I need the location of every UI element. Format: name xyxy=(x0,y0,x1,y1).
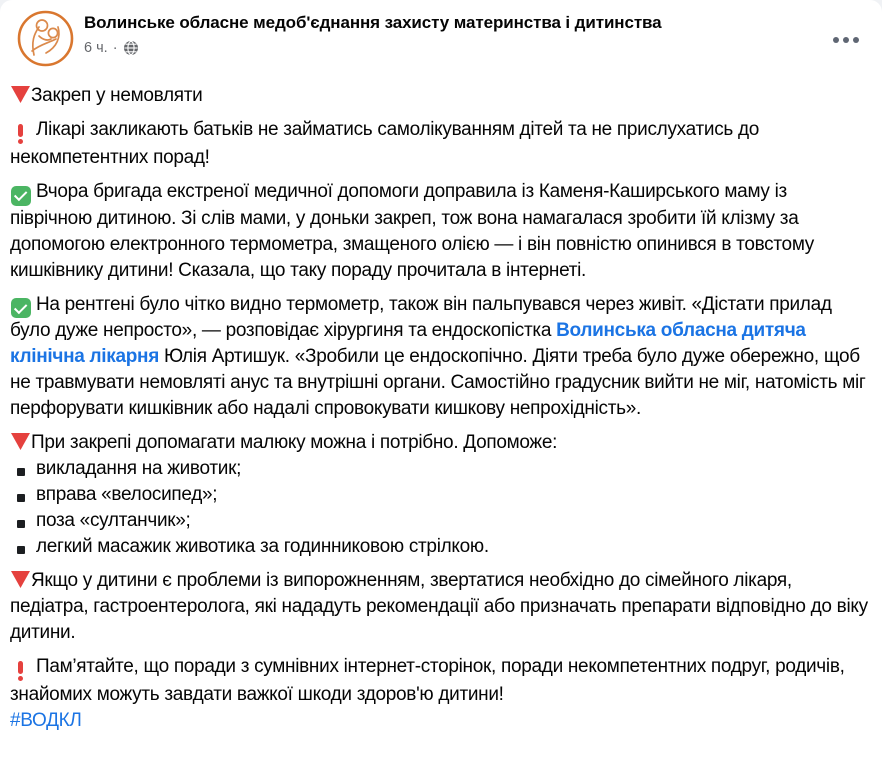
post-meta xyxy=(84,39,662,56)
post-text-segment: вправа «велосипед»; xyxy=(31,484,218,505)
page-avatar[interactable] xyxy=(17,10,74,67)
hashtag-link[interactable]: #ВОДКЛ xyxy=(10,710,82,731)
globe-icon xyxy=(123,40,139,56)
red-exclamation-emoji xyxy=(10,124,31,145)
black-square-bullet xyxy=(10,468,31,478)
post-text-segment: викладання на животик; xyxy=(31,458,242,479)
post-text-segment: При закрепі допомагати малюку можна і потрібно. Допоможе: xyxy=(31,432,558,453)
black-square-bullet xyxy=(10,546,31,556)
post-paragraph xyxy=(10,83,872,109)
post-paragraph xyxy=(10,654,872,734)
post-menu-button[interactable] xyxy=(826,25,866,55)
black-square-bullet xyxy=(10,520,31,530)
page-name[interactable]: Волинське обласне медоб'єднання захисту материнства і дитинства xyxy=(84,13,662,32)
post-text-segment: Якщо у дитини є проблеми із випорожненням, звертатися необхідно до сімейного лікаря, педіатра, гастроентеролога, які нададуть рекомендації або призначать препарати відповідно до віку дитини. xyxy=(10,570,873,643)
red-triangle-emoji xyxy=(10,433,31,451)
black-square-bullet xyxy=(10,494,31,504)
post-text-segment: Закреп у немовляти xyxy=(31,85,203,106)
page-mention-link[interactable]: Волинська обласна дитяча клінічна лікарня xyxy=(10,320,811,367)
post-text-segment: На рентгені було чітко видно термометр, також він пальпувався через живіт. «Дістати прилад було дуже непросто», — розповідає хірургиня та ендоскопістка xyxy=(10,293,837,341)
post-paragraph xyxy=(10,179,872,284)
post-text-segment: Вчора бригада екстреної медичної допомоги доправила із Каменя-Каширського маму із піврічною дитиною. Зі слів мами, у доньки закреп, тож вона намагалася зробити їй клізму за допомогою електронного термометра, змащеного олією — і він повністю опинився в товстому кишківнику дитини! Сказала, що таку пораду прочитала в інтернеті. xyxy=(10,181,819,281)
red-triangle-emoji xyxy=(10,571,31,589)
red-triangle-emoji xyxy=(10,86,31,104)
green-check-emoji xyxy=(10,186,31,206)
post-text-segment: Пам’ятайте, що поради з сумнівних інтернет-сторінок, поради некомпетентних подруг, родичів, знайомих можуть завдати важкої шкоди здоров'ю дитини! xyxy=(10,656,850,705)
meta-separator: · xyxy=(112,39,118,56)
ellipsis-icon xyxy=(833,37,859,43)
green-check-emoji xyxy=(10,298,31,318)
post-paragraph xyxy=(10,568,872,646)
post-paragraph xyxy=(10,117,872,171)
red-exclamation-emoji xyxy=(10,661,31,682)
post-paragraph xyxy=(10,430,872,560)
post-text-segment: поза «султанчик»; xyxy=(31,510,191,531)
post-text-segment: легкий масажик животика за годинниковою стрілкою. xyxy=(31,536,489,557)
post-text-segment: Лікарі закликають батьків не займатись самолікуванням дітей та не прислухатись до некомпетентних порад! xyxy=(10,119,765,168)
post-paragraph xyxy=(10,292,872,423)
header-text-block xyxy=(84,10,662,56)
post-text-segment: Юлія Артишук. «Зробили це ендоскопічно. Діяти треба було дуже обережно, щоб не травмувати немовляті анус та внутрішні органи. Самостійно градусник вийти не міг, натомість міг перфорувати кишківник або надалі спровокувати кишкову непрохідність». xyxy=(10,346,871,419)
post-timestamp[interactable]: 6 ч. xyxy=(84,39,108,56)
post-content xyxy=(0,67,882,734)
post-header xyxy=(0,0,882,67)
